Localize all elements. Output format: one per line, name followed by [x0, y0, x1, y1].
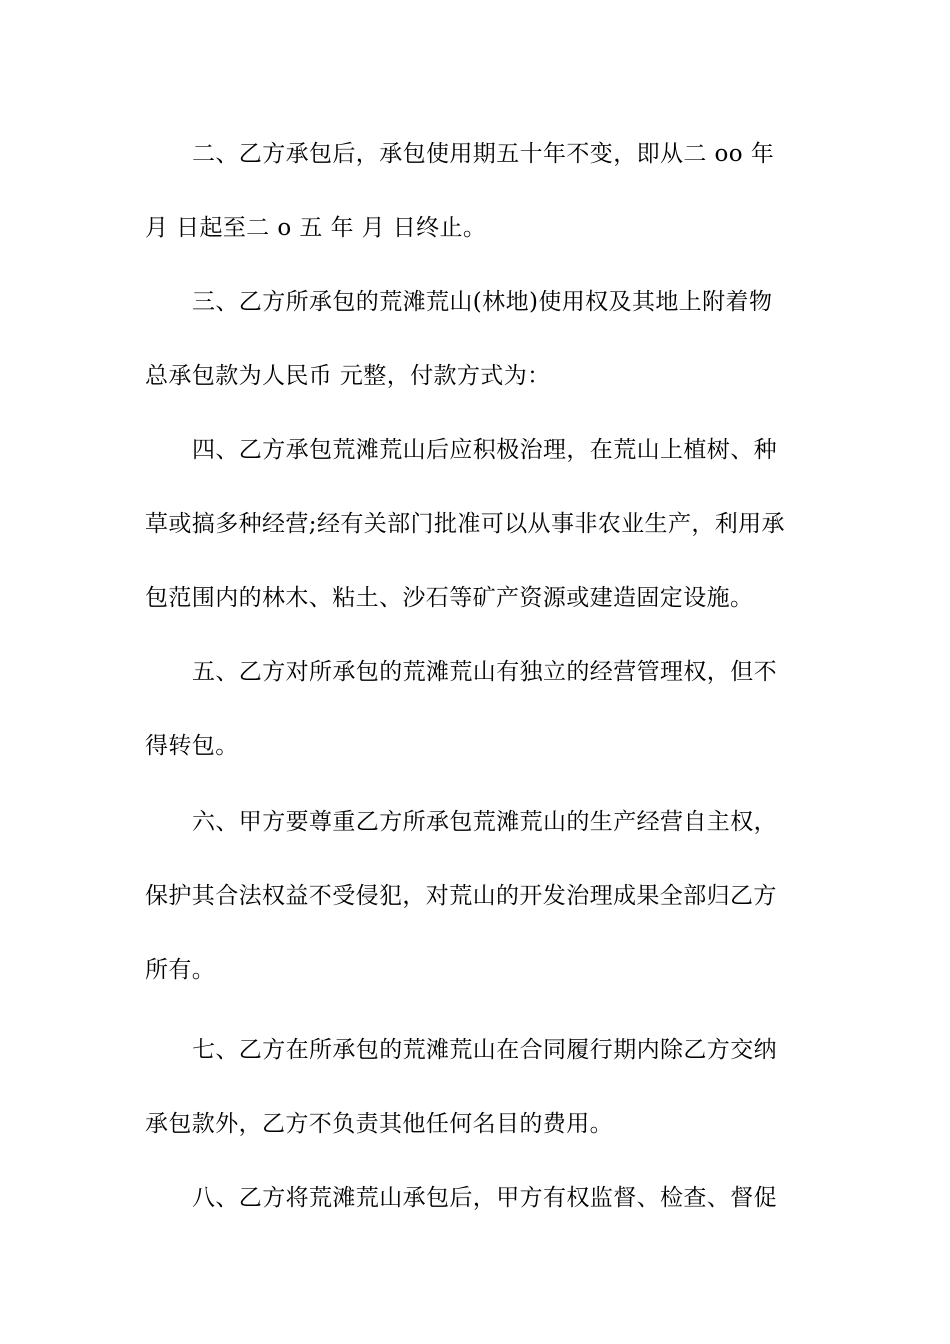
paragraph-7-line-2: 承包款外，乙方不负责其他任何名目的费用。	[145, 1111, 613, 1137]
paragraph-5-line-2: 得转包。	[145, 733, 239, 759]
paragraph-2-line-2: 月 日起至二 o 五 年 月 日终止。	[145, 215, 487, 241]
paragraph-5-line-1: 五、乙方对所承包的荒滩荒山有独立的经营管理权，但不	[192, 659, 777, 685]
paragraph-3-line-1: 三、乙方所承包的荒滩荒山(林地)使用权及其地上附着物	[192, 289, 773, 315]
paragraph-7-line-1: 七、乙方在所承包的荒滩荒山在合同履行期内除乙方交纳	[192, 1037, 777, 1063]
paragraph-6-line-2: 保护其合法权益不受侵犯，对荒山的开发治理成果全部归乙方	[145, 883, 777, 909]
paragraph-6-line-3: 所有。	[145, 957, 216, 983]
paragraph-4-line-3: 包范围内的林木、粘土、沙石等矿产资源或建造固定设施。	[145, 585, 754, 611]
paragraph-2-line-1: 二、乙方承包后，承包使用期五十年不变，即从二 oo 年	[192, 141, 775, 167]
paragraph-6-line-1: 六、甲方要尊重乙方所承包荒滩荒山的生产经营自主权，	[192, 809, 777, 835]
paragraph-8-line-1: 八、乙方将荒滩荒山承包后，甲方有权监督、检查、督促	[192, 1185, 777, 1211]
paragraph-3-line-2: 总承包款为人民币 元整，付款方式为：	[145, 363, 551, 389]
paragraph-4-line-1: 四、乙方承包荒滩荒山后应积极治理，在荒山上植树、种	[192, 437, 777, 463]
paragraph-4-line-2: 草或搞多种经营;经有关部门批准可以从事非农业生产，利用承	[145, 511, 785, 537]
